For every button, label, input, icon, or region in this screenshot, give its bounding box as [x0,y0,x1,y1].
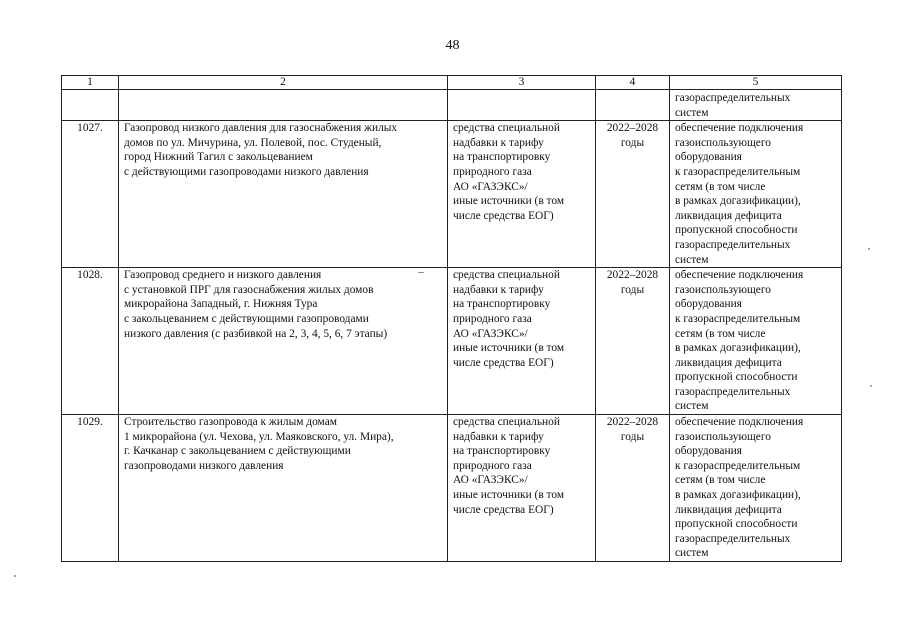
expected-result [670,121,842,268]
implementation-period-line: 2022–2028 [606,122,659,135]
funding-source-line: АО «ГАЗЭКС»/ [453,327,528,340]
expected-result-line: газоиспользующего [675,430,771,443]
implementation-period-line: годы [620,283,645,296]
expected-result [670,415,842,562]
funding-source-line: АО «ГАЗЭКС»/ [453,180,528,193]
object-name-line: Строительство газопровода к жилым домам [124,416,337,429]
expected-result-line: ликвидация дефицита [675,356,782,369]
implementation-period-line: годы [620,136,645,149]
header-col-1: 1 [62,76,119,90]
expected-result-line: оборудования [675,445,742,458]
table-row [62,415,842,562]
funding-source-line: средства специальной [453,416,560,429]
implementation-period [596,415,670,562]
funding-source-line: числе средства ЕОГ) [453,503,554,516]
row-number: 1029. [62,415,119,562]
funding-source-line: природного газа [453,165,532,178]
object-name [119,121,448,268]
expected-result-line: пропускной способности [675,371,798,384]
scan-speck [14,575,16,577]
expected-result [670,268,842,415]
funding-source-line: средства специальной [453,122,560,135]
expected-result-line: обеспечение подключения [675,269,804,282]
object-name-line: низкого давления (с разбивкой на 2, 3, 4, 5, 6, 7 этапы) [124,327,388,340]
object-name-line: домов по ул. Мичурина, ул. Полевой, пос. Студеный, [124,136,382,149]
scan-speck [870,385,872,387]
funding-source-line: иные источники (в том [453,195,565,208]
implementation-period-line: годы [620,430,645,443]
object-name-line: 1 микрорайона (ул. Чехова, ул. Маяковского, ул. Мира), [124,430,394,443]
object-name-line: Газопровод низкого давления для газоснабжения жилых [124,122,398,135]
funding-source-line: на транспортировку [453,151,551,164]
table-row [62,121,842,268]
implementation-period [596,268,670,415]
continuation-line: систем [675,106,709,119]
expected-result-line: сетям (в том числе [675,474,766,487]
funding-source-line: на транспортировку [453,298,551,311]
expected-result-line: пропускной способности [675,518,798,531]
expected-result-line: ликвидация дефицита [675,209,782,222]
expected-result-line: газораспределительных [675,238,791,251]
expected-result-line: оборудования [675,151,742,164]
expected-result-line: к газораспределительным [675,165,801,178]
funding-source-line: природного газа [453,312,532,325]
object-name [119,268,448,415]
funding-source-line: АО «ГАЗЭКС»/ [453,474,528,487]
expected-result-line: газоиспользующего [675,283,771,296]
scan-speck [868,248,870,250]
object-name-line: микрорайона Западный, г. Нижняя Тура [124,298,318,311]
page-number: 48 [445,38,460,53]
expected-result-line: обеспечение подключения [675,122,804,135]
implementation-period [596,121,670,268]
object-name-line: с установкой ПРГ для газоснабжения жилых домов [124,283,374,296]
expected-result-line: газораспределительных [675,385,791,398]
table-row [62,268,842,415]
expected-result-line: оборудования [675,298,742,311]
header-col-2: 2 [119,76,448,90]
expected-result-line: газораспределительных [675,532,791,545]
header-col-4: 4 [596,76,670,90]
program-table [61,75,842,562]
funding-source-line: иные источники (в том [453,342,565,355]
funding-source [448,268,596,415]
scan-speck [418,272,424,273]
object-name-line: с закольцеванием с действующими газопроводами [124,312,369,325]
object-name [119,415,448,562]
header-col-5: 5 [670,76,842,90]
expected-result-line: в рамках догазификации), [675,489,801,502]
expected-result-line: ликвидация дефицита [675,503,782,516]
funding-source-line: природного газа [453,459,532,472]
funding-source [448,415,596,562]
funding-source-line: иные источники (в том [453,489,565,502]
continuation-line: газораспределительных [675,92,791,104]
expected-result-line: обеспечение подключения [675,416,804,429]
expected-result-line: систем [675,547,709,560]
funding-source-line: на транспортировку [453,445,551,458]
header-row [62,76,842,90]
funding-source-line: числе средства ЕОГ) [453,209,554,222]
expected-result-line: в рамках догазификации), [675,342,801,355]
expected-result-line: газоиспользующего [675,136,771,149]
object-name-line: город Нижний Тагил с закольцеванием [124,151,313,164]
object-name-line: с действующими газопроводами низкого давления [124,165,369,178]
expected-result-line: сетям (в том числе [675,180,766,193]
funding-source-line: надбавки к тарифу [453,283,544,296]
implementation-period-line: 2022–2028 [606,269,659,282]
expected-result-line: к газораспределительным [675,312,801,325]
expected-result-line: сетям (в том числе [675,327,766,340]
continuation-result [670,90,842,121]
header-col-3: 3 [448,76,596,90]
expected-result-line: к газораспределительным [675,459,801,472]
row-number: 1027. [62,121,119,268]
row-number: 1028. [62,268,119,415]
expected-result-line: систем [675,400,709,413]
object-name-line: г. Качканар с закольцеванием с действующими [124,445,351,458]
funding-source-line: средства специальной [453,269,560,282]
object-name-line: газопроводами низкого давления [124,459,284,472]
expected-result-line: в рамках догазификации), [675,195,801,208]
funding-source-line: надбавки к тарифу [453,430,544,443]
expected-result-line: пропускной способности [675,224,798,237]
continuation-row [62,90,842,121]
funding-source-line: числе средства ЕОГ) [453,356,554,369]
funding-source [448,121,596,268]
implementation-period-line: 2022–2028 [606,416,659,429]
expected-result-line: систем [675,253,709,266]
funding-source-line: надбавки к тарифу [453,136,544,149]
object-name-line: Газопровод среднего и низкого давления [124,269,322,282]
